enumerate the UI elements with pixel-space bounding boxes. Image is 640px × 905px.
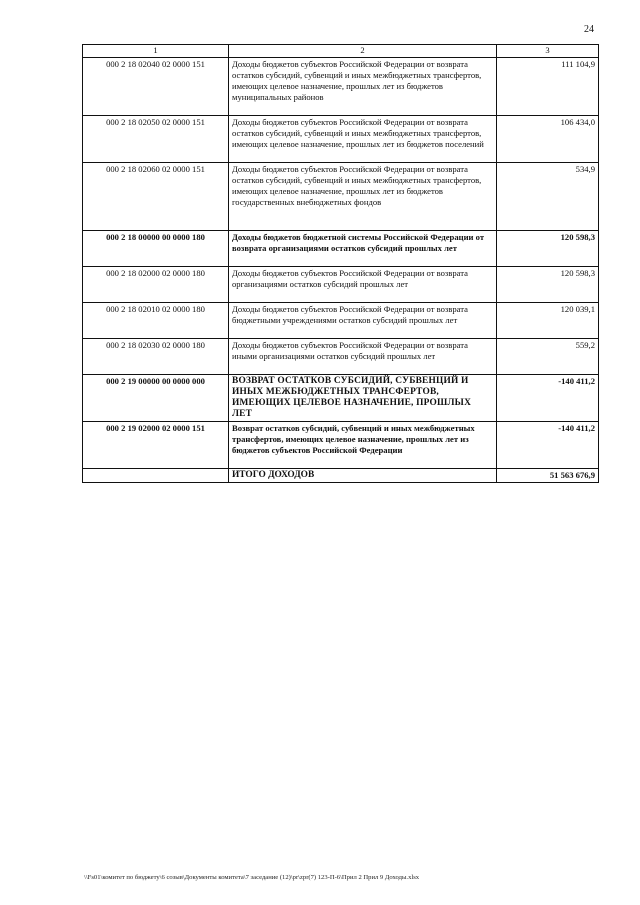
cell-amount: -140 411,2 <box>497 422 599 469</box>
cell-budget-code: 000 2 19 00000 00 0000 000 <box>83 375 229 422</box>
table-row <box>83 339 599 375</box>
cell-budget-code: 000 2 18 00000 00 0000 180 <box>83 231 229 267</box>
cell-amount: 120 598,3 <box>497 267 599 303</box>
cell-budget-code: 000 2 18 02050 02 0000 151 <box>83 116 229 163</box>
cell-description: Доходы бюджетов субъектов Российской Федерации от возврата бюджетными учреждениями остатков субсидий прошлых лет <box>229 303 497 339</box>
table-row <box>83 58 599 116</box>
cell-description: Доходы бюджетов бюджетной системы Российской Федерации от возврата организациями остатков субсидий прошлых лет <box>229 231 497 267</box>
cell-description: Доходы бюджетов субъектов Российской Федерации от возврата остатков субсидий, субвенций и иных межбюджетных трансфертов, имеющих целевое назначение, прошлых лет из бюджетов муниципальных районов <box>229 58 497 116</box>
cell-budget-code: 000 2 18 02060 02 0000 151 <box>83 163 229 231</box>
table-row <box>83 375 599 422</box>
cell-budget-code: 000 2 18 02000 02 0000 180 <box>83 267 229 303</box>
page-number: 24 <box>584 24 594 35</box>
cell-budget-code <box>83 469 229 483</box>
file-path-footer: \\Fs01\комитет по бюджету\6 созыв\Документы комитета\7 заседание (12)\pr\zpr(7) 123-П-6\Прил 2 Прил 9 Доходы.xlsx <box>84 874 420 881</box>
table-header-row <box>83 45 599 58</box>
cell-budget-code: 000 2 18 02010 02 0000 180 <box>83 303 229 339</box>
cell-description: Доходы бюджетов субъектов Российской Федерации от возврата остатков субсидий, субвенций и иных межбюджетных трансфертов, имеющих целевое назначение, прошлых лет из бюджетов поселений <box>229 116 497 163</box>
table-row <box>83 267 599 303</box>
cell-budget-code: 000 2 19 02000 02 0000 151 <box>83 422 229 469</box>
column-header-amount: 3 <box>497 45 599 58</box>
table-row <box>83 163 599 231</box>
column-header-description: 2 <box>229 45 497 58</box>
revenue-table <box>82 44 599 483</box>
cell-amount: 120 598,3 <box>497 231 599 267</box>
cell-description: ВОЗВРАТ ОСТАТКОВ СУБСИДИЙ, СУБВЕНЦИЙ И ИНЫХ МЕЖБЮДЖЕТНЫХ ТРАНСФЕРТОВ, ИМЕЮЩИХ ЦЕЛЕВОЕ НАЗНАЧЕНИЕ, ПРОШЛЫХ ЛЕТ <box>229 375 497 422</box>
column-header-code: 1 <box>83 45 229 58</box>
cell-amount: 106 434,0 <box>497 116 599 163</box>
cell-description: Доходы бюджетов субъектов Российской Федерации от возврата организациями остатков субсидий прошлых лет <box>229 267 497 303</box>
cell-amount: 111 104,9 <box>497 58 599 116</box>
cell-amount: 51 563 676,9 <box>497 469 599 483</box>
table-row <box>83 469 599 483</box>
cell-description: ИТОГО ДОХОДОВ <box>229 469 497 483</box>
cell-amount: 559,2 <box>497 339 599 375</box>
table-row <box>83 231 599 267</box>
table-row <box>83 422 599 469</box>
table-row <box>83 303 599 339</box>
cell-amount: 120 039,1 <box>497 303 599 339</box>
table-row <box>83 116 599 163</box>
cell-description: Возврат остатков субсидий, субвенций и иных межбюджетных трансфертов, имеющих целевое назначение, прошлых лет из бюджетов субъектов Российской Федерации <box>229 422 497 469</box>
cell-description: Доходы бюджетов субъектов Российской Федерации от возврата остатков субсидий, субвенций и иных межбюджетных трансфертов, имеющих целевое назначение, прошлых лет из бюджетов государственных внебюджетных фондов <box>229 163 497 231</box>
cell-amount: -140 411,2 <box>497 375 599 422</box>
cell-budget-code: 000 2 18 02040 02 0000 151 <box>83 58 229 116</box>
cell-description: Доходы бюджетов субъектов Российской Федерации от возврата иными организациями остатков субсидий прошлых лет <box>229 339 497 375</box>
cell-amount: 534,9 <box>497 163 599 231</box>
cell-budget-code: 000 2 18 02030 02 0000 180 <box>83 339 229 375</box>
